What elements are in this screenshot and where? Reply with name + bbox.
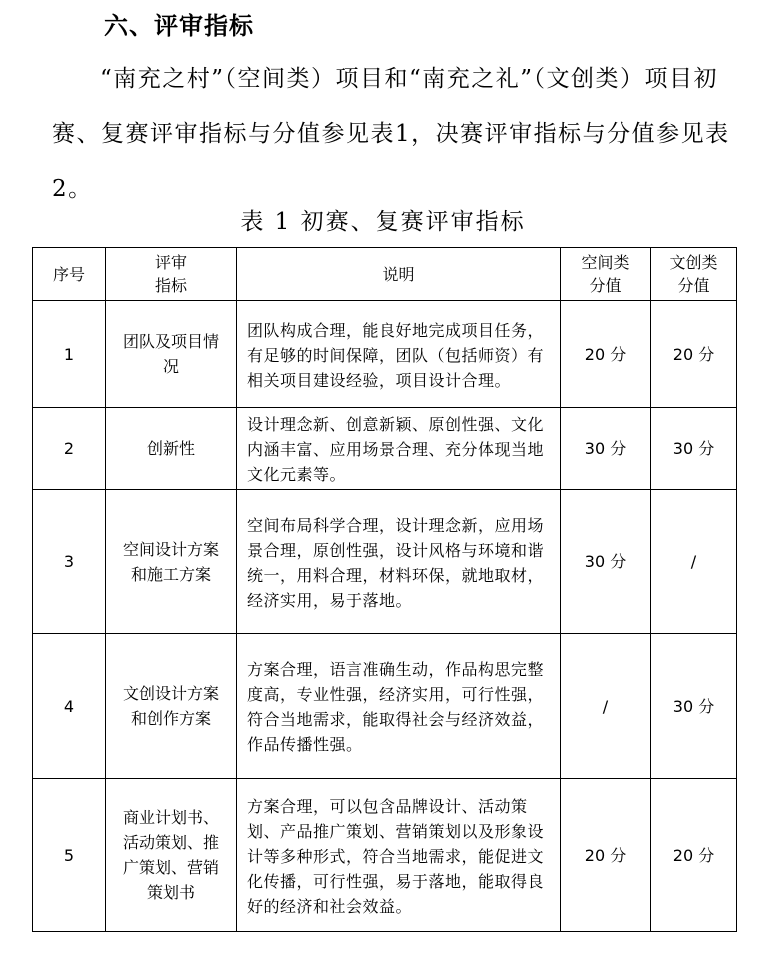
header-criteria-line2: 指标 xyxy=(154,276,187,295)
row-description: 方案合理，语言准确生动，作品构思完整度高，专业性强，经济实用，可行性强，符合当地需求，能取得社会与经济效益，作品传播性强。 xyxy=(237,634,561,779)
table-row xyxy=(33,408,737,490)
header-creative-line2: 分值 xyxy=(677,276,710,295)
row-criteria-line: 文创设计方案 xyxy=(122,684,219,703)
header-creative-line1: 文创类 xyxy=(669,253,718,272)
row-criteria xyxy=(106,634,237,779)
row-criteria-line: 策划书 xyxy=(146,883,195,902)
row-description: 空间布局科学合理，设计理念新，应用场景合理，原创性强，设计风格与环境和谐统一，用料合理，材料环保，就地取材，经济实用，易于落地。 xyxy=(237,490,561,634)
row-creative-score: 30 分 xyxy=(651,408,737,490)
row-space-score: 30 分 xyxy=(561,490,651,634)
table-row xyxy=(33,634,737,779)
row-criteria xyxy=(106,490,237,634)
table-row xyxy=(33,490,737,634)
row-index: 4 xyxy=(33,634,106,779)
intro-paragraph: “南充之村”（空间类）项目和“南充之礼”（文创类）项目初赛、复赛评审指标与分值参见表1，决赛评审指标与分值参见表2。 xyxy=(52,66,730,202)
section-heading: 六、评审指标 xyxy=(104,12,254,40)
header-description: 说明 xyxy=(237,248,561,301)
row-criteria-line: 和创作方案 xyxy=(130,709,211,728)
row-criteria-line: 创新性 xyxy=(146,439,195,458)
row-index: 3 xyxy=(33,490,106,634)
row-creative-score: 30 分 xyxy=(651,634,737,779)
header-space-line2: 分值 xyxy=(589,276,622,295)
row-space-score: 30 分 xyxy=(561,408,651,490)
row-space-score: 20 分 xyxy=(561,301,651,408)
row-index: 2 xyxy=(33,408,106,490)
row-criteria-line: 空间设计方案 xyxy=(122,539,219,559)
row-index: 5 xyxy=(33,779,106,932)
row-criteria-line: 况 xyxy=(162,357,179,376)
row-creative-score: 20 分 xyxy=(651,779,737,932)
row-criteria-line: 和施工方案 xyxy=(130,564,211,584)
row-criteria-line: 团队及项目情 xyxy=(122,332,219,351)
criteria-table xyxy=(32,247,737,932)
row-criteria xyxy=(106,301,237,408)
table-row xyxy=(33,779,737,932)
header-criteria-line1: 评审 xyxy=(154,253,187,272)
row-description: 团队构成合理，能良好地完成项目任务，有足够的时间保障，团队（包括师资）有相关项目建设经验，项目设计合理。 xyxy=(237,301,561,408)
table-row xyxy=(33,301,737,408)
row-space-score: / xyxy=(561,634,651,779)
row-creative-score: / xyxy=(651,490,737,634)
header-space-score xyxy=(561,248,651,301)
row-creative-score: 20 分 xyxy=(651,301,737,408)
row-space-score: 20 分 xyxy=(561,779,651,932)
table-caption: 表 1 初赛、复赛评审指标 xyxy=(240,209,526,235)
row-description: 方案合理，可以包含品牌设计、活动策划、产品推广策划、营销策划以及形象设计等多种形式，符合当地需求，能促进文化传播，可行性强，易于落地，能取得良好的经济和社会效益。 xyxy=(237,779,561,932)
row-criteria xyxy=(106,779,237,932)
row-criteria xyxy=(106,408,237,490)
row-description: 设计理念新、创意新颖、原创性强、文化内涵丰富、应用场景合理、充分体现当地文化元素等。 xyxy=(237,408,561,490)
row-criteria-line: 广策划、营销 xyxy=(122,858,219,877)
row-index: 1 xyxy=(33,301,106,408)
header-creative-score xyxy=(651,248,737,301)
row-criteria-line: 活动策划、推 xyxy=(122,833,219,852)
header-space-line1: 空间类 xyxy=(581,253,630,272)
header-index: 序号 xyxy=(33,248,106,301)
row-criteria-line: 商业计划书、 xyxy=(122,808,219,827)
table-header-row xyxy=(33,248,737,301)
header-criteria xyxy=(106,248,237,301)
